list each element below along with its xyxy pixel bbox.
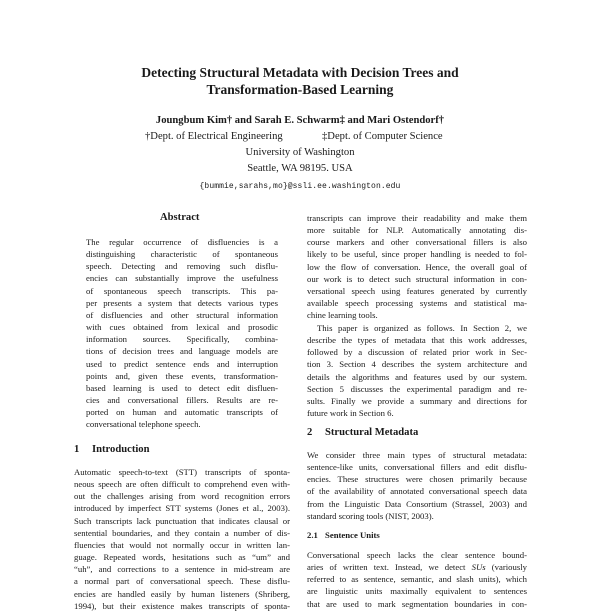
text-line: followed by a discussion of related prior work in Sec- [307, 347, 527, 358]
paper-title [0, 64, 600, 98]
text-line: used to predict sentence ends and interruption [86, 358, 278, 369]
text-line: future work in Section 6. [307, 408, 394, 419]
intro-heading [74, 444, 150, 455]
text-line: from the Linguistic Data Consortium (Strassel, 2003) and [307, 498, 527, 509]
text-line: describe the types of metadata that this work addresses, [307, 335, 527, 346]
right-column-para2 [307, 322, 527, 419]
text-line: This paper is organized as follows. In Section 2, we [317, 323, 527, 333]
text-line: course markers and other conversational fillers is also [307, 237, 527, 248]
section2-number: 2 [307, 427, 313, 438]
text-line: sentential boundaries, and they contain a number of dis- [74, 527, 290, 538]
author-block [0, 113, 600, 195]
text-line: cies and conversational fillers. Results are re- [86, 395, 278, 406]
author-names: Joungbum Kim† and Sarah E. Schwarm‡ and Mari Ostendorf† [155, 115, 445, 126]
text-line: sults. Finally we provide a summary and directions for [307, 395, 527, 406]
author-email: {bummie,sarahs,mo}@ssli.ee.washington.edu [199, 182, 401, 191]
affiliation-row [0, 129, 600, 145]
text-line: tion 3. Section 4 describes the system architecture and [307, 359, 527, 370]
text-line: introduced by imperfect STT systems (Jones et al., 2003). [74, 503, 290, 514]
text-line: out the challenges arising from word recognition errors [74, 491, 290, 502]
text-line: sentence-like units, conversational fillers and edit disflu- [307, 462, 527, 473]
affiliation-left: †Dept. of Electrical Engineering [145, 131, 283, 142]
text-line: based learning is used to detect edit disfluen- [86, 382, 278, 393]
text-line: per presents a system that detects various types [86, 297, 278, 308]
text-line: chine learning tools. [307, 310, 378, 321]
section21-number: 2.1 [307, 530, 318, 540]
section2-title: Structural Metadata [325, 427, 419, 438]
text-line: guage. Repeated words, hesitations such as “um” and [74, 552, 290, 563]
section21-heading [307, 530, 380, 540]
text-line: our work is to detect such structural information in con- [307, 273, 527, 284]
text-line: available speech processing systems and statistical ma- [307, 298, 527, 309]
section21-body [307, 549, 527, 610]
text-line: “uh”, and corrections to a sentence in mid-stream are [74, 564, 290, 575]
text-line: of the availability of annotated conversational speech data [307, 486, 527, 497]
text-line: distinguishing characteristic of spontaneous [86, 249, 278, 260]
section21-title: Sentence Units [325, 530, 380, 540]
city: Seattle, WA 98195. USA [247, 163, 353, 174]
abstract-body [74, 236, 290, 431]
intro-title: Introduction [92, 444, 150, 455]
intro-number: 1 [74, 444, 80, 455]
text-line: that are used to mark segmentation boundaries in con- [307, 598, 527, 609]
text-line: likely to be useful, since proper handling is needed to fol- [307, 249, 527, 260]
text-line: Section 5 discusses the experimental paradigm and re- [307, 383, 527, 394]
text-line: Conversational speech lacks the clear sentence bound- [307, 550, 527, 560]
section2-heading [307, 427, 418, 438]
text-line: low the flow of conversation. Hence, the overall goal of [307, 261, 527, 272]
text-line: 1994), but their existence makes transcripts of sponta- [74, 600, 290, 611]
right-column-para1 [307, 212, 527, 321]
section2-body [307, 449, 527, 522]
text-line: transcripts can improve their readability and make them [307, 213, 527, 223]
text-line: are linguistic units maximally equivalent to sentences [307, 586, 527, 597]
text-line: aries of written text. Instead, we detect SUs (variously [307, 562, 527, 573]
text-line: tions of decision trees and language models are [86, 346, 278, 357]
text-line: versational speech using features generated by currently [307, 285, 527, 296]
text-line: of spontaneous speech transcripts. This pa- [86, 285, 278, 296]
text-line: encies are handled easily by human listeners (Shriberg, [74, 588, 290, 599]
intro-body [74, 466, 290, 612]
text-line: more suitable for NLP. Automatically annotating dis- [307, 225, 527, 236]
text-line: neous speech are often difficult to comprehend even with- [74, 479, 290, 490]
text-line: standard scoring tools (NIST, 2003). [307, 510, 434, 521]
university: University of Washington [245, 147, 355, 158]
text-line: encies. These structures were chosen primarily because [307, 474, 527, 485]
title-line-2: Transformation-Based Learning [206, 82, 394, 97]
text-line: speech. Detecting and removing such disflu- [86, 261, 278, 272]
text-line: Such transcripts lack punctuation that indicates clausal or [74, 515, 290, 526]
text-line: fluencies that would not normally occur in written lan- [74, 539, 290, 550]
abstract-heading: Abstract [160, 212, 200, 223]
title-line-1: Detecting Structural Metadata with Decision Trees and [141, 65, 459, 80]
text-line: We consider three main types of structural metadata: [307, 450, 527, 460]
text-line: information sources. Specifically, combina- [86, 334, 278, 345]
text-line: encies can substantially improve the usefulness [86, 273, 278, 284]
text-line: conversational telephone speech. [86, 419, 201, 430]
text-line: points and, given these events, transformation- [86, 370, 278, 381]
text-line: ported on human and automatic transcripts of [86, 407, 278, 418]
text-line: details the algorithms and features used by our system. [307, 371, 527, 382]
text-line: of disfluencies and other structural information [86, 309, 278, 320]
text-line: The regular occurrence of disfluencies is a [86, 237, 278, 247]
text-line: with cues obtained from lexical and prosodic [86, 322, 278, 333]
text-line: a normal part of conversational speech. These disflu- [74, 576, 290, 587]
affiliation-right: ‡Dept. of Computer Science [322, 131, 443, 142]
text-line: referred to as sentence, semantic, and slash units), which [307, 574, 527, 585]
text-line: Automatic speech-to-text (STT) transcripts of sponta- [74, 467, 290, 477]
